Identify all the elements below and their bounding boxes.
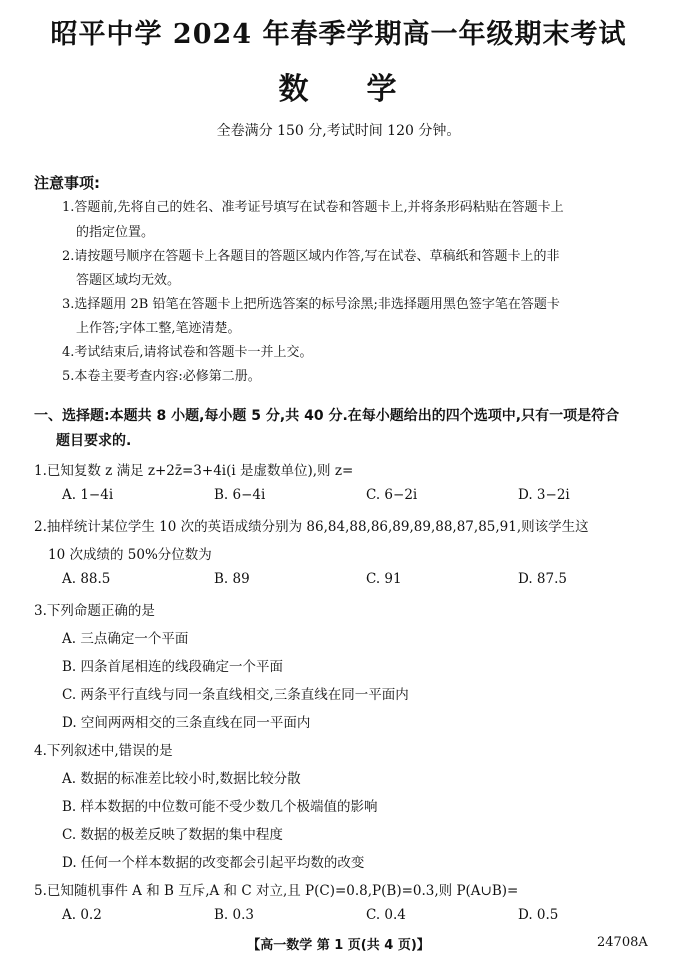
question-4-option-b: B. 样本数据的中位数可能不受少数几个极端值的影响 (62, 799, 378, 815)
page-footer: 【高一数学 第 1 页(共 4 页)】 (247, 938, 430, 953)
question-2-stem-cont: 10 次成绩的 50%分位数为 (48, 547, 212, 563)
paper-code: 24708A (597, 935, 648, 950)
question-2-option-c: C. 91 (366, 571, 402, 587)
question-2-option-a: A. 88.5 (62, 571, 111, 587)
question-2-stem: 2.抽样统计某位学生 10 次的英语成绩分别为 86,84,88,86,89,89,88,87,85,91,则该学生这 (34, 519, 589, 535)
notice-line: 2.请按题号顺序在答题卡上各题目的答题区域内作答,写在试卷、草稿纸和答题卡上的非 (62, 249, 560, 264)
subject-char-2: 学 (366, 72, 399, 107)
notice-line: 4.考试结束后,请将试卷和答题卡一并上交。 (62, 345, 313, 360)
score-info: 全卷满分 150 分,考试时间 120 分钟。 (216, 123, 461, 139)
question-1-option-c: C. 6−2i (366, 487, 418, 503)
section-heading: 一、选择题:本题共 8 小题,每小题 5 分,共 40 分.在每小题给出的四个选项中,只有一项是符合 (34, 408, 620, 424)
question-5-option-c: C. 0.4 (366, 907, 406, 923)
question-3-stem: 3.下列命题正确的是 (34, 603, 155, 619)
question-3-option-d: D. 空间两两相交的三条直线在同一平面内 (62, 715, 311, 731)
notice-line: 答题区域均无效。 (76, 273, 181, 288)
notice-line: 3.选择题用 2B 铅笔在答题卡上把所选答案的标号涂黑;非选择题用黑色签字笔在答题卡 (62, 297, 560, 312)
question-5-option-b: B. 0.3 (214, 907, 254, 923)
exam-title: 昭平中学 2024 年春季学期高一年级期末考试 (50, 19, 627, 50)
subject-char-1: 数 (278, 72, 311, 107)
notice-line: 5.本卷主要考查内容:必修第二册。 (62, 369, 261, 384)
question-4-option-c: C. 数据的极差反映了数据的集中程度 (62, 827, 283, 843)
notice-heading: 注意事项: (34, 174, 100, 192)
question-2-option-d: D. 87.5 (518, 571, 567, 587)
question-3-option-b: B. 四条首尾相连的线段确定一个平面 (62, 659, 284, 675)
question-5-stem: 5.已知随机事件 A 和 B 互斥,A 和 C 对立,且 P(C)=0.8,P(B)=0.3,则 P(A∪B)= (34, 883, 519, 899)
question-5-option-d: D. 0.5 (518, 907, 559, 923)
subject-title (0, 64, 677, 108)
question-2-option-b: B. 89 (214, 571, 250, 587)
question-1-stem: 1.已知复数 z 满足 z+2z̄=3+4i(i 是虚数单位),则 z= (34, 463, 354, 479)
question-5-option-a: A. 0.2 (62, 907, 102, 923)
question-3-option-a: A. 三点确定一个平面 (62, 631, 189, 647)
notice-line: 的指定位置。 (76, 225, 155, 240)
question-4-stem: 4.下列叙述中,错误的是 (34, 743, 173, 759)
question-1-option-a: A. 1−4i (62, 487, 114, 503)
question-1-option-b: B. 6−4i (214, 487, 266, 503)
notice-line: 上作答;字体工整,笔迹清楚。 (76, 321, 241, 336)
question-4-option-a: A. 数据的标准差比较小时,数据比较分散 (62, 771, 301, 787)
notice-line: 1.答题前,先将自己的姓名、准考证号填写在试卷和答题卡上,并将条形码粘贴在答题卡上 (62, 200, 564, 215)
question-1-option-d: D. 3−2i (518, 487, 570, 503)
question-4-option-d: D. 任何一个样本数据的改变都会引起平均数的改变 (62, 855, 365, 871)
question-3-option-c: C. 两条平行直线与同一条直线相交,三条直线在同一平面内 (62, 687, 409, 703)
section-heading-cont: 题目要求的. (56, 433, 132, 449)
